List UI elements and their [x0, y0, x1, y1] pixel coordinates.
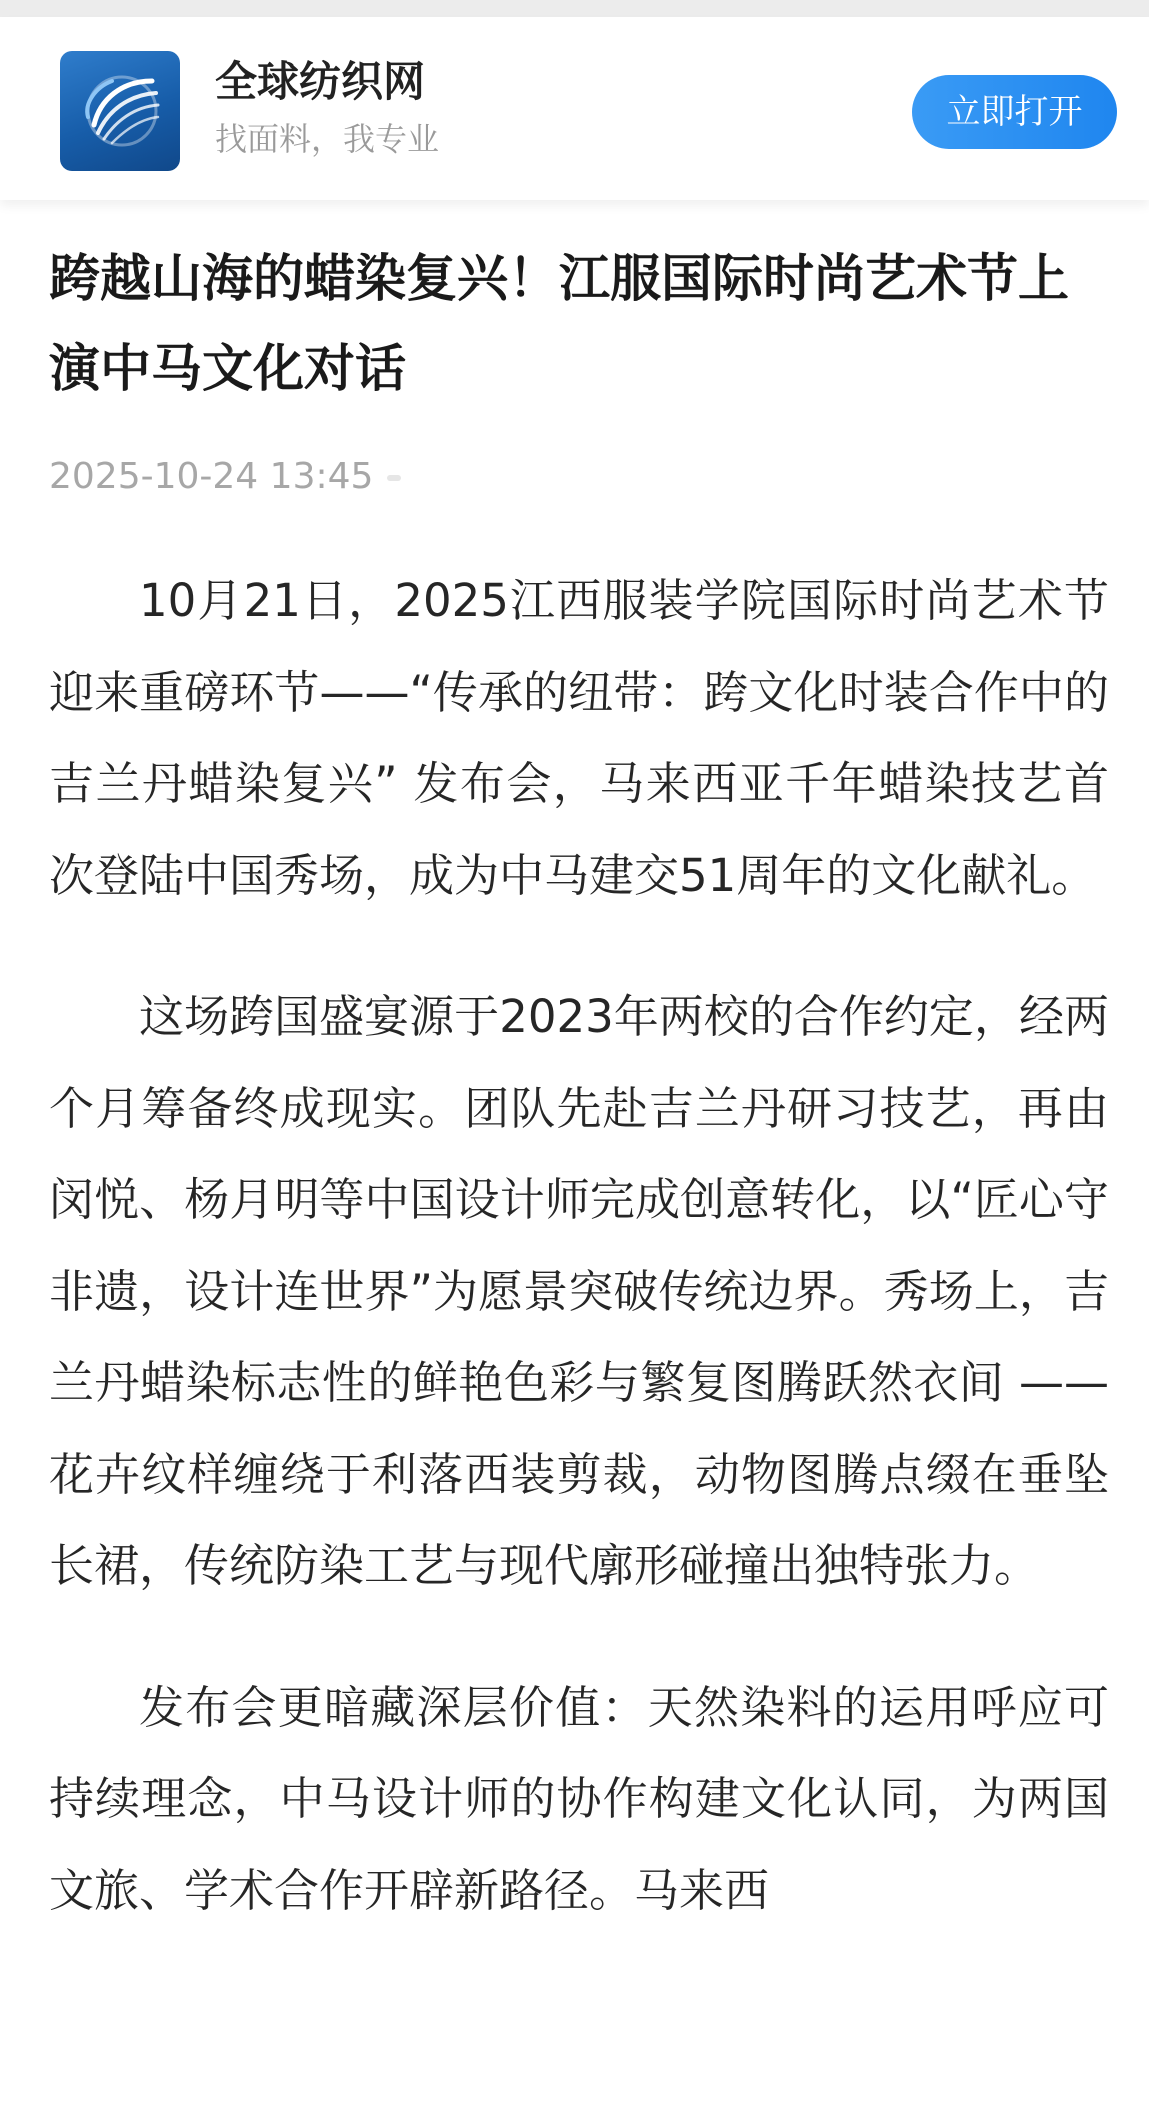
globe-swoosh-icon [60, 51, 180, 171]
app-logo[interactable] [60, 51, 180, 171]
article-paragraph: 这场跨国盛宴源于2023年两校的合作约定，经两个月筹备终成现实。团队先赴吉兰丹研习技艺，再由闵悦、杨月明等中国设计师完成创意转化，以“匠心守非遗，设计连世界”为愿景突破传统边界。秀场上，吉兰丹蜡染标志性的鲜艳色彩与繁复图腾跃然衣间 —— 花卉纹样缠绕于利落西装剪裁，动物图腾点缀在垂坠长裙，传统防染工艺与现代廓形碰撞出独特张力。 [49, 990, 1109, 1592]
app-name: 全球纺织网 [215, 57, 426, 106]
top-status-strip [0, 0, 1149, 17]
publish-date: 2025-10-24 13:45 [49, 456, 374, 497]
app-download-banner [0, 17, 1149, 200]
article-title: 跨越山海的蜡染复兴！江服国际时尚艺术节上演中马文化对话 [49, 250, 1070, 399]
article-paragraph: 发布会更暗藏深层价值：天然染料的运用呼应可持续理念，中马设计师的协作构建文化认同，为两国文旅、学术合作开辟新路径。马来西 [49, 1680, 1109, 1917]
open-app-button[interactable]: 立即打开 [912, 75, 1117, 149]
article-body [49, 555, 1109, 2116]
article-meta [49, 453, 401, 501]
article-paragraph: 10月21日，2025江西服装学院国际时尚艺术节迎来重磅环节——“传承的纽带：跨文化时装合作中的吉兰丹蜡染复兴” 发布会，马来西亚千年蜡染技艺首次登陆中国秀场，成为中马建交51周年的文化献礼。 [49, 574, 1109, 902]
meta-separator [387, 475, 401, 481]
app-slogan: 找面料，我专业 [215, 120, 440, 158]
